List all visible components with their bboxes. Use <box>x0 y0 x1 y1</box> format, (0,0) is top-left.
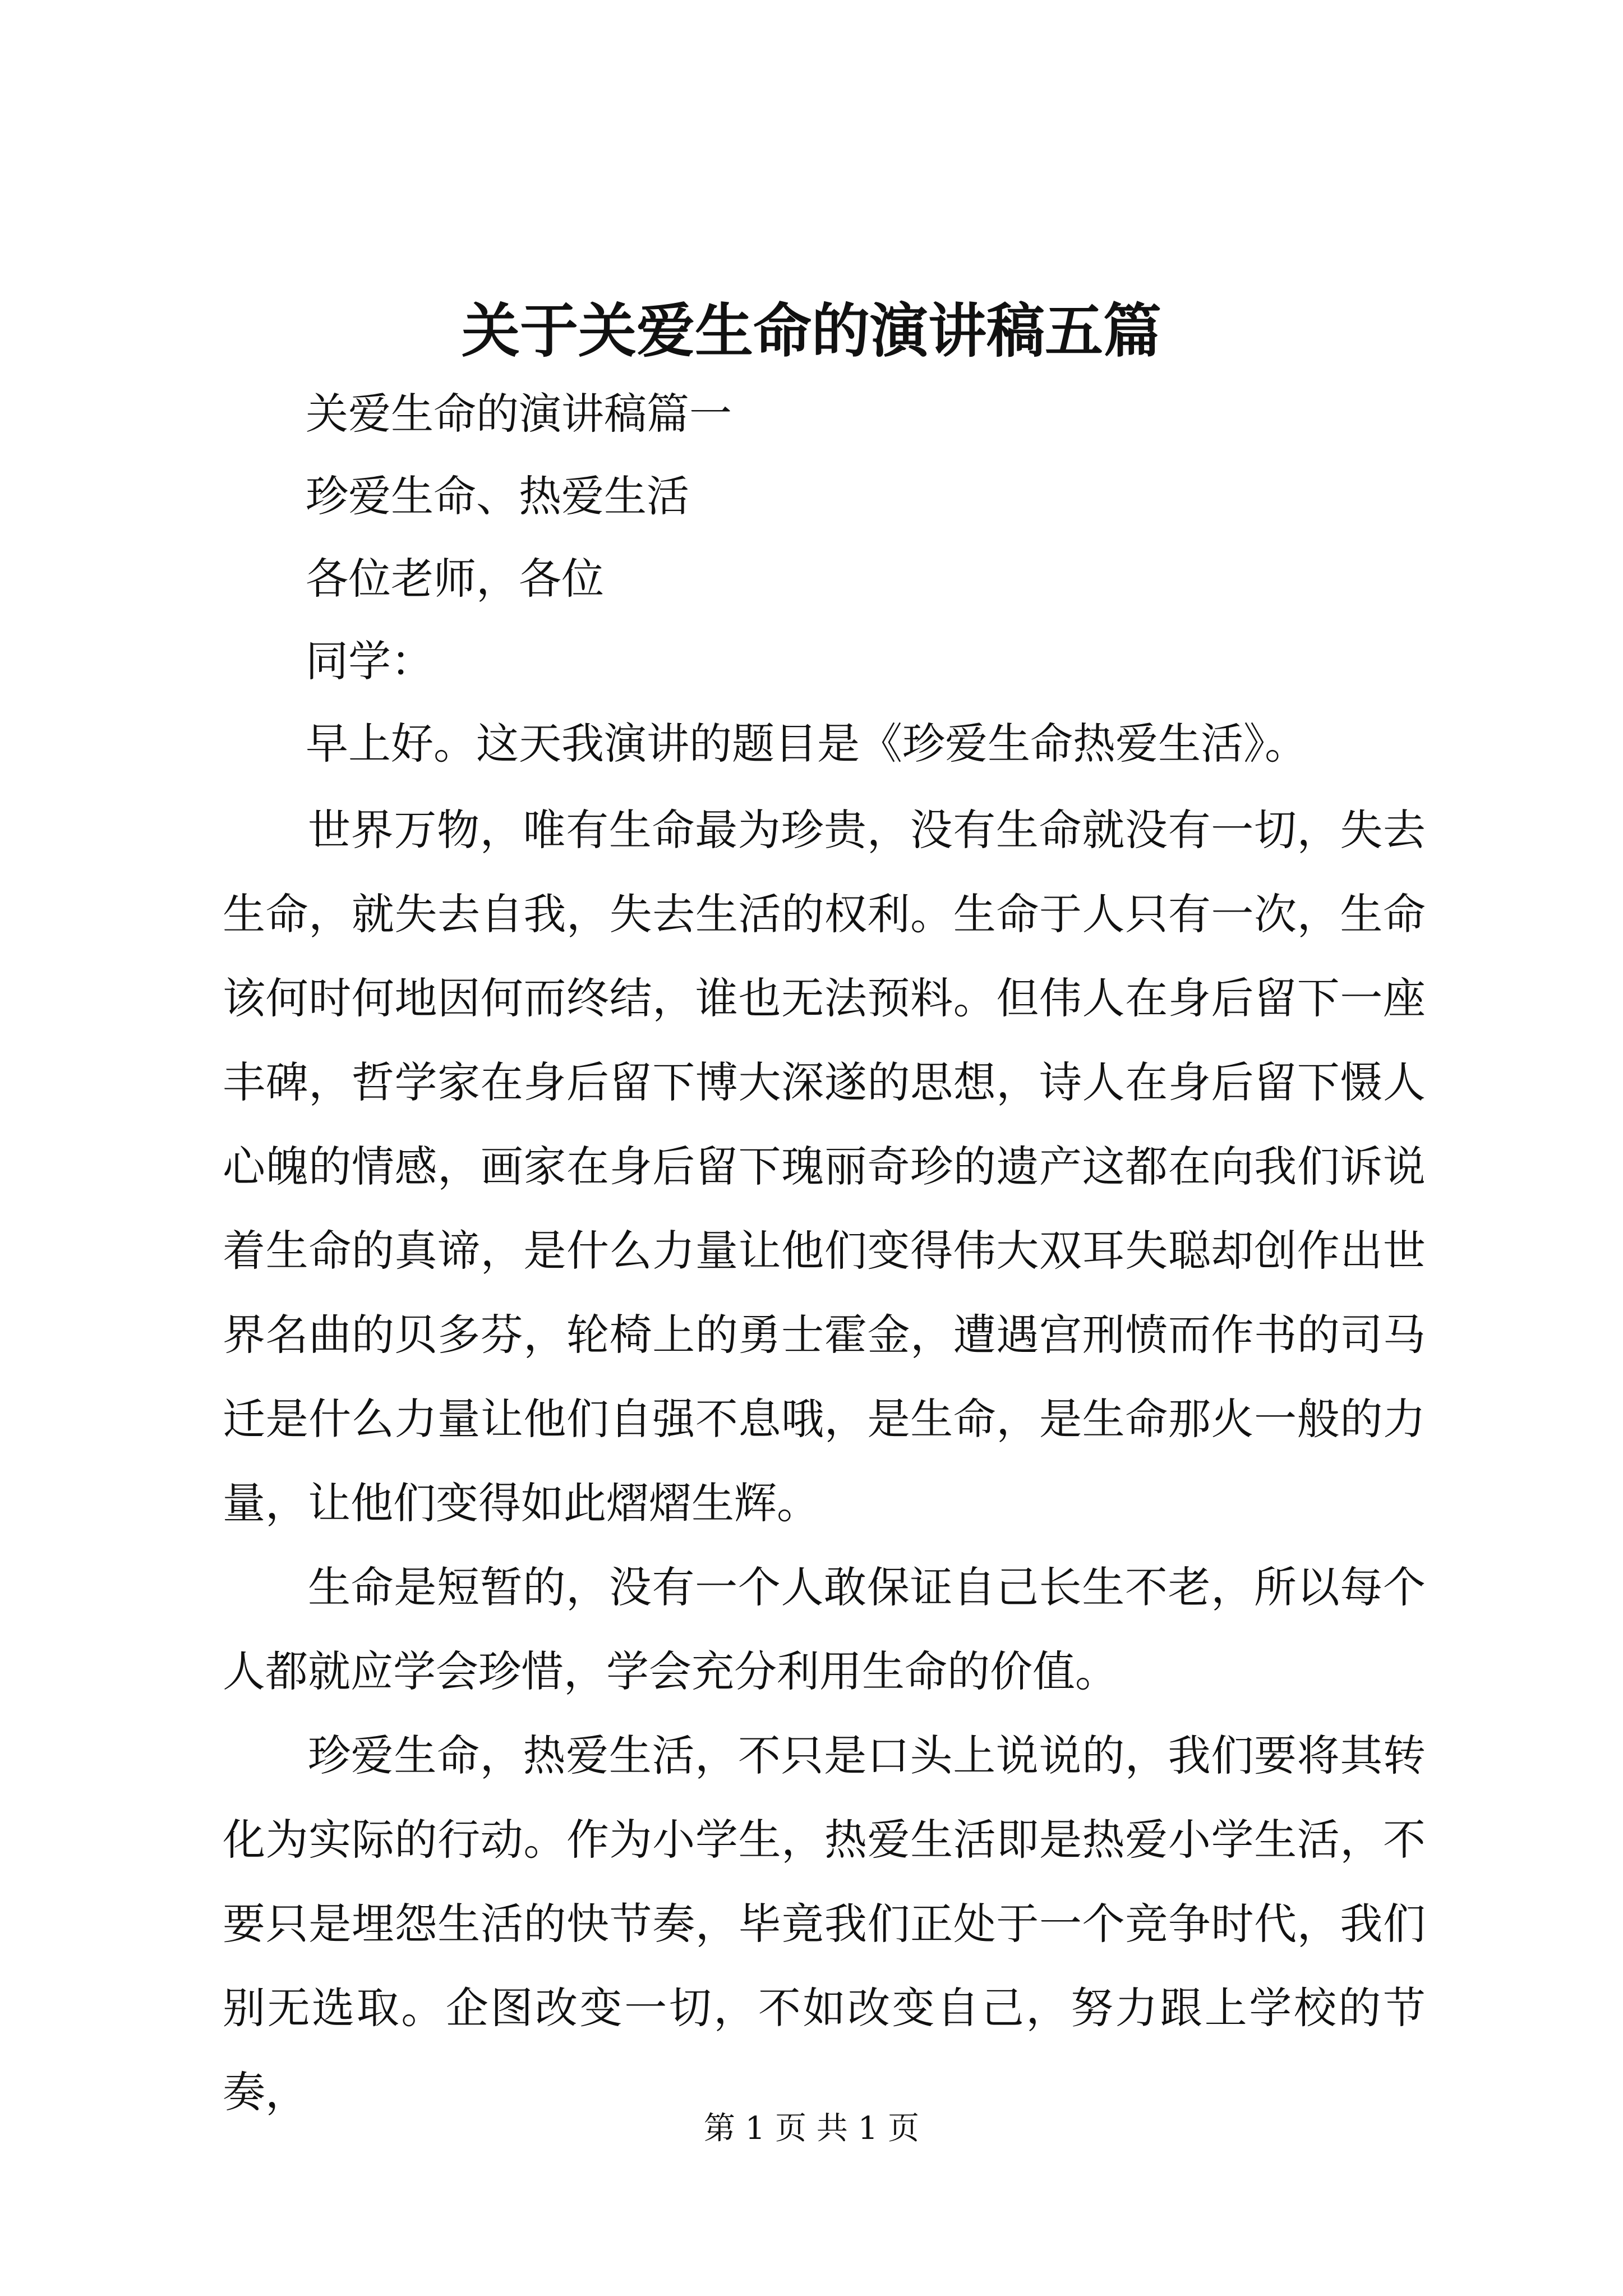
body-paragraph: 世界万物，唯有生命最为珍贵，没有生命就没有一切，失去生命，就失去自我，失去生活的权利。生命于人只有一次，生命该何时何地因何而终结，谁也无法预料。但伟人在身后留下一座丰碑，哲学家在身后留下博大深遂的思想，诗人在身后留下慑人心魄的情感，画家在身后留下瑰丽奇珍的遗产这都在向我们诉说着生命的真谛，是什么力量让他们变得伟大双耳失聪却创作出世界名曲的贝多芬，轮椅上的勇士霍金，遭遇宫刑愤而作书的司马迁是什么力量让他们自强不息哦，是生命，是生命那火一般的力量，让他们变得如此熠熠生辉。 <box>223 805 1426 1528</box>
page-footer: 第 1 页 共 1 页 <box>703 2110 920 2147</box>
greeting-line: 早上好。这天我演讲的题目是《珍爱生命热爱生活》。 <box>306 719 1307 769</box>
salutation-line: 各位老师，各位 <box>306 554 604 604</box>
speech-topic: 珍爱生命、热爱生活 <box>306 471 689 521</box>
document-title: 关于关爱生命的演讲稿五篇 <box>461 296 1161 365</box>
body-paragraph: 生命是短暂的，没有一个人敢保证自己长生不老，所以每个人都就应学会珍惜，学会充分利用生命的价值。 <box>223 1562 1426 1696</box>
body-paragraph: 珍爱生命，热爱生活，不只是口头上说说的，我们要将其转化为实际的行动。作为小学生，热爱生活即是热爱小学生活，不要只是埋怨生活的快节奏，毕竟我们正处于一个竞争时代，我们别无选取。企图改变一切，不如改变自己，努力跟上学校的节奏， <box>223 1731 1426 2117</box>
section-heading: 关爱生命的演讲稿篇一 <box>306 389 732 439</box>
salutation-line-2: 同学： <box>306 636 434 686</box>
